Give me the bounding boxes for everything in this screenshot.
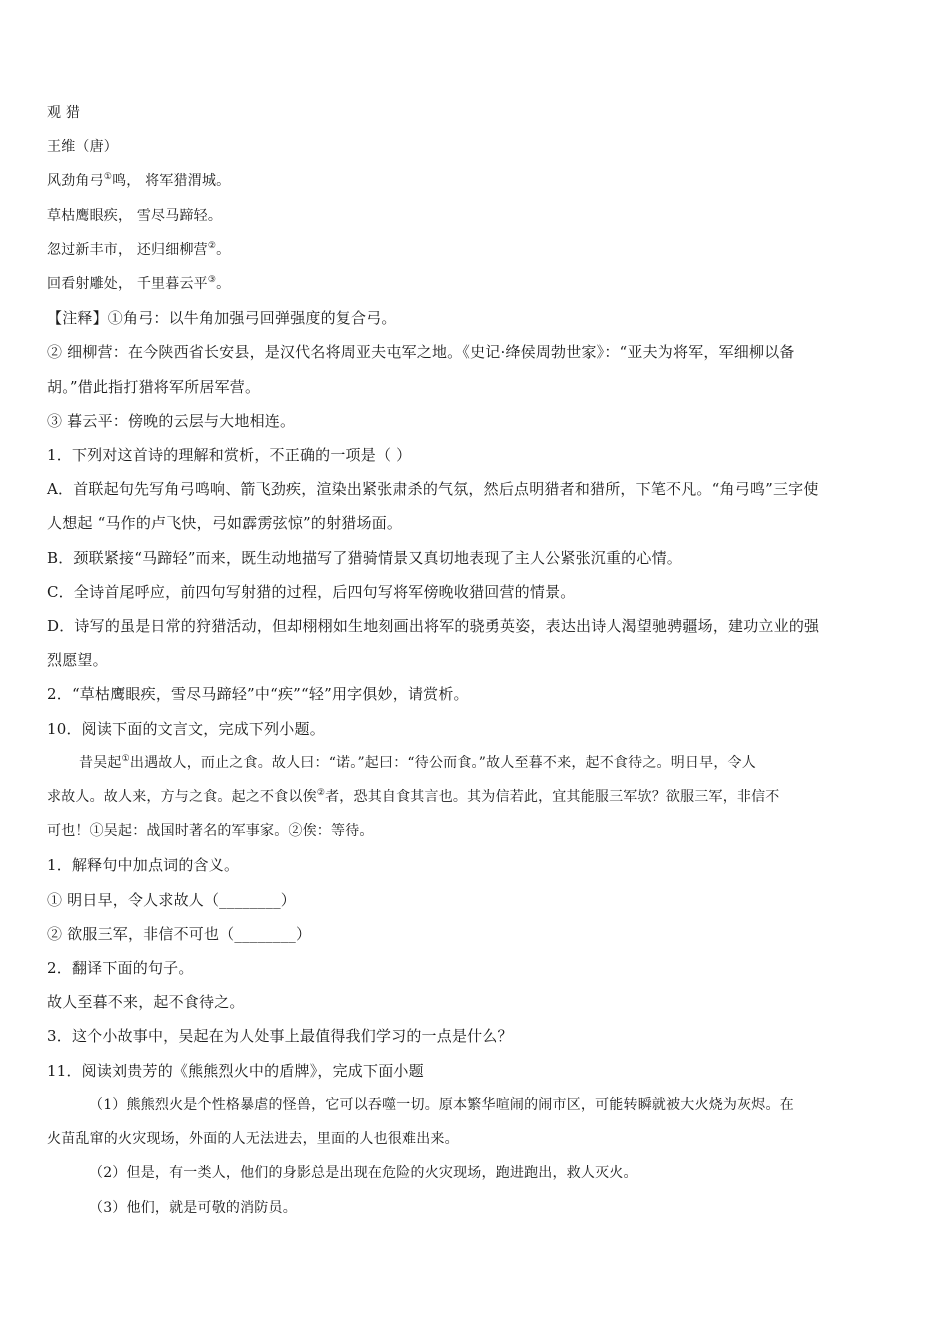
answer-blank[interactable]: ________ (234, 924, 296, 943)
sub-question (47, 883, 907, 917)
poem-line-text: 。 (216, 241, 231, 258)
question-10-2: 2．翻译下面的句子。 (47, 959, 194, 978)
question-10-1: 1．解释句中加点词的含义。 (47, 856, 240, 875)
footnote-marker: ① (121, 753, 130, 764)
poem-note: 【注释】①角弓：以牛角加强弓回弹强度的复合弓。 (47, 309, 397, 328)
passage-text: 者，恐其自食其言也。其为信若此，宜其能服三军欤？欲服三军，非信不 (325, 789, 780, 806)
footnote-marker: ② (316, 788, 326, 799)
sub-question-text: ① 明日早，令人求故人（ (47, 890, 220, 909)
classical-passage (47, 780, 907, 814)
option-c: C．全诗首尾呼应，前四句写射猎的过程，后四句写将军傍晚收猎回营的情景。 (47, 582, 576, 601)
poem-line-text: 。 (216, 276, 231, 293)
poem-line-text: 风劲角弓 (47, 173, 104, 190)
translate-sentence: 故人至暮不来，起不食待之。 (47, 993, 245, 1012)
passage-text: 求故人。故人来，方与之食。起之不食以俟 (47, 789, 317, 806)
option-b: B．颈联紧接“马蹄轻”而来，既生动地描写了猎骑情景又真切地表现了主人公紧张沉重的心情。 (47, 548, 682, 567)
poem-note: ② 细柳营：在今陕西省长安县，是汉代名将周亚夫屯军之地。《史记·绛侯周勃世家》：“亚夫为将军，军细柳以备 (47, 343, 795, 362)
question-9-1: 1．下列对这首诗的理解和赏析，不正确的一项是（ ） (47, 446, 412, 465)
poem-line (47, 164, 907, 198)
poem-line (47, 199, 907, 233)
article-paragraph: （2）但是，有一类人，他们的身影总是出现在危险的火灾现场，跑进跑出，救人灭火。 (89, 1165, 638, 1182)
sub-question-text: ② 欲服三军，非信不可也（ (47, 924, 235, 943)
poem-line-text: 忽过新丰市， 还归细柳营 (47, 241, 208, 258)
poem-line (47, 267, 907, 301)
document-page (47, 96, 907, 1225)
classical-passage: 可也！①吴起：战国时著名的军事家。②俟：等待。 (47, 823, 374, 840)
passage-text: 出遇故人，而止之食。故人曰：“诺。”起曰：“待公而食。”故人至暮不来，起不食待之。明日早，令人 (129, 754, 756, 771)
passage-text: 昔吴起 (79, 754, 122, 771)
option-a: A．首联起句先写角弓鸣响、箭飞劲疾，渲染出紧张肃杀的气氛，然后点明猎者和猎所，下笔不凡。“角弓鸣”三字使 (47, 480, 819, 499)
question-10-3: 3．这个小故事中，吴起在为人处事上最值得我们学习的一点是什么？ (47, 1027, 513, 1046)
poem-line-text: 鸣， 将军猎渭城。 (112, 173, 231, 190)
question-9-2: 2．“草枯鹰眼疾，雪尽马蹄轻”中“疾”“轻”用字俱妙，请赏析。 (47, 685, 469, 704)
footnote-marker: ③ (207, 275, 217, 286)
question-10-heading: 10．阅读下面的文言文，完成下列小题。 (47, 719, 325, 738)
poem-note: ③ 暮云平：傍晚的云层与大地相连。 (47, 411, 296, 430)
option-d-cont: 烈愿望。 (47, 651, 108, 670)
answer-blank[interactable]: ________ (219, 890, 281, 909)
footnote-marker: ① (103, 172, 113, 183)
poem-author: 王维（唐） (47, 139, 118, 156)
option-d: D．诗写的虽是日常的狩猎活动，但却栩栩如生地刻画出将军的骁勇英姿，表达出诗人渴望驰骋疆场，建功立业的强 (47, 617, 820, 636)
poem-line-text: 回看射雕处， 千里暮云平 (47, 276, 208, 293)
article-paragraph-cont: 火苗乱窜的火灾现场，外面的人无法进去，里面的人也很难出来。 (47, 1131, 459, 1148)
article-paragraph: （3）他们，就是可敬的消防员。 (89, 1199, 297, 1216)
poem-line-text: 草枯鹰眼疾， 雪尽马蹄轻。 (47, 207, 223, 224)
classical-passage (47, 746, 907, 780)
poem-line (47, 233, 907, 267)
option-a-cont: 人想起 “马作的卢飞快，弓如霹雳弦惊”的射猎场面。 (47, 514, 403, 533)
poem-note: 胡。”借此指打猎将军所居军营。 (47, 377, 261, 396)
article-paragraph: （1）熊熊烈火是个性格暴虐的怪兽，它可以吞噬一切。原本繁华喧闹的闹市区，可能转瞬就被大火烧为灰烬。在 (89, 1096, 794, 1113)
bracket: ） (295, 924, 312, 943)
sub-question (47, 917, 907, 951)
footnote-marker: ② (207, 240, 217, 251)
bracket: ） (280, 890, 296, 909)
question-11-heading: 11．阅读刘贵芳的《熊熊烈火中的盾牌》，完成下面小题 (47, 1061, 424, 1080)
poem-title: 观 猎 (47, 105, 81, 121)
